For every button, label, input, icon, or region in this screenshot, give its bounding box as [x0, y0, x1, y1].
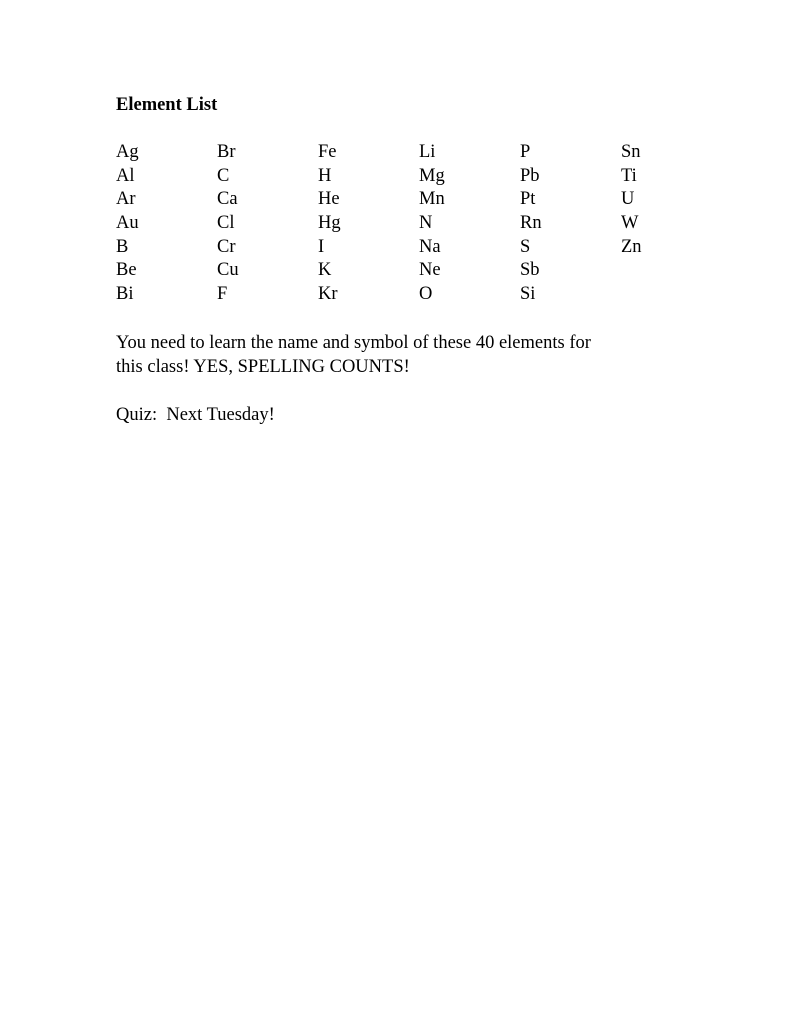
element-symbol: Al — [116, 165, 135, 186]
element-symbol: U — [621, 189, 635, 210]
element-symbol: B — [116, 236, 129, 257]
element-symbol: Hg — [318, 213, 341, 234]
element-symbol: H — [318, 165, 332, 186]
element-symbol: P — [520, 142, 531, 162]
element-symbol: Mn — [419, 189, 445, 210]
element-symbol: Ne — [419, 260, 441, 281]
element-symbol: Pb — [520, 165, 540, 186]
quiz-note: Quiz: Next Tuesday! — [116, 405, 275, 425]
element-symbol: Mg — [419, 165, 445, 186]
element-symbol: Ca — [217, 189, 238, 210]
element-symbol-grid — [116, 141, 681, 307]
element-symbol: S — [520, 236, 531, 257]
element-symbol: Sn — [621, 142, 641, 162]
element-symbol: Na — [419, 236, 441, 257]
element-symbol: Au — [116, 213, 139, 234]
instruction-line: this class! YES, SPELLING COUNTS! — [116, 357, 410, 377]
element-symbol: Be — [116, 260, 137, 281]
element-symbol: Li — [419, 142, 436, 162]
element-symbol: W — [621, 213, 639, 234]
instruction-paragraph — [116, 331, 676, 379]
element-symbol: Cu — [217, 260, 239, 281]
element-symbol: Zn — [621, 236, 642, 257]
element-symbol: Ar — [116, 189, 136, 210]
element-symbol: Cl — [217, 213, 235, 234]
element-symbol: I — [318, 236, 325, 257]
element-symbol: Br — [217, 142, 236, 162]
element-symbol: Pt — [520, 189, 536, 210]
element-symbol: Rn — [520, 213, 542, 234]
element-symbol: Ag — [116, 142, 139, 162]
element-symbol: Si — [520, 284, 536, 305]
element-symbol — [621, 259, 681, 283]
element-symbol: F — [217, 284, 228, 305]
element-symbol: Bi — [116, 284, 134, 305]
instruction-line: You need to learn the name and symbol of these 40 elements for — [116, 333, 591, 353]
element-symbol: Sb — [520, 260, 540, 281]
element-symbol: C — [217, 165, 230, 186]
element-symbol: Ti — [621, 165, 637, 186]
element-symbol: K — [318, 260, 332, 281]
element-symbol: N — [419, 213, 433, 234]
element-symbol — [621, 283, 681, 307]
element-symbol: O — [419, 284, 433, 305]
element-symbol: He — [318, 189, 340, 210]
element-symbol: Cr — [217, 236, 236, 257]
element-symbol: Fe — [318, 142, 337, 162]
element-symbol: Kr — [318, 284, 338, 305]
page-title: Element List — [116, 95, 218, 115]
